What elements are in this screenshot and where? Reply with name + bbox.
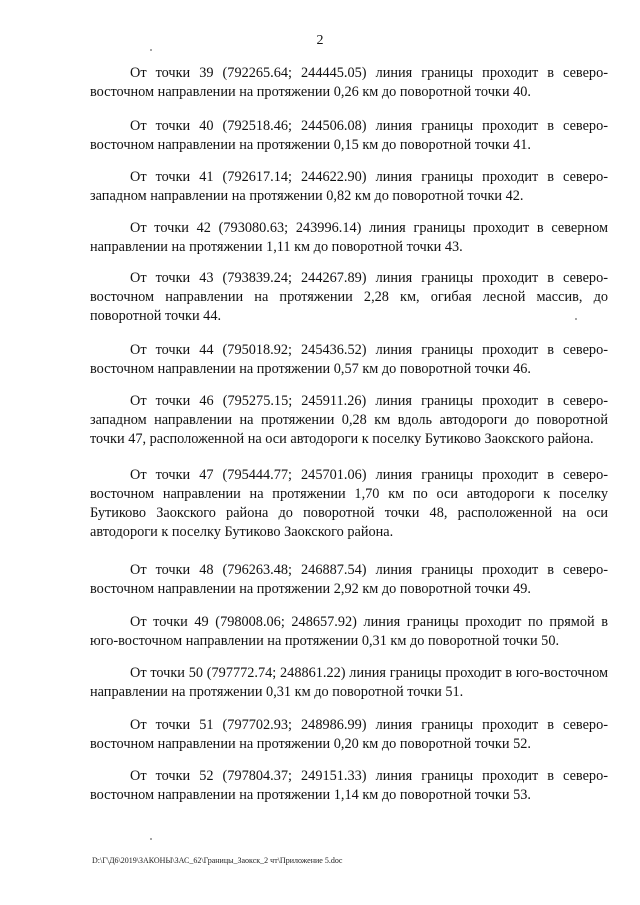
paragraph-point-50: От точки 50 (797772.74; 248861.22) линия границы проходит в юго-восточном направлении на протяжении 0,31 км до поворотной точки 51. [90, 665, 608, 700]
paragraph-point-49: От точки 49 (798008.06; 248657.92) линия границы проходит по прямой в юго-восточном направлении на протяжении 0,31 км до поворотной точки 50. [90, 614, 608, 649]
paragraph-point-44: От точки 44 (795018.92; 245436.52) линия границы проходит в северо-восточном направлении на протяжении 0,57 км до поворотной точки 46. [90, 342, 608, 377]
footer-file-path: D:\Г\Д6\2019\ЗАКОНЫ\ЗАС_62\Границы_Заокск_2 чт\Приложение 5.doc [92, 856, 343, 865]
paragraph-point-43: От точки 43 (793839.24; 244267.89) линия границы проходит в северо-восточном направлении на протяжении 2,28 км, огибая лесной массив, до поворотной точки 44. [90, 270, 608, 324]
paragraph-point-42: От точки 42 (793080.63; 243996.14) линия границы проходит в северном направлении на протяжении 1,11 км до поворотной точки 43. [90, 220, 608, 255]
scan-speck [575, 318, 577, 320]
paragraph-point-47: От точки 47 (795444.77; 245701.06) линия границы проходит в северо-восточном направлении на протяжении 1,70 км по оси автодороги к поселку Бутиково Заокского района до поворотной точки 48, расположенной на оси автодороги к поселку Бутиково Заокского района. [90, 467, 608, 540]
paragraph-point-46: От точки 46 (795275.15; 245911.26) линия границы проходит в северо-западном направлении на протяжении 0,28 км вдоль автодороги до поворотной точки 47, расположенной на оси автодороги к поселку Бутиково Заокского района. [90, 393, 608, 447]
paragraph-point-39: От точки 39 (792265.64; 244445.05) линия границы проходит в северо-восточном направлении на протяжении 0,26 км до поворотной точки 40. [90, 65, 608, 100]
paragraph-point-48: От точки 48 (796263.48; 246887.54) линия границы проходит в северо-восточном направлении на протяжении 2,92 км до поворотной точки 49. [90, 562, 608, 597]
page-number: 2 [316, 33, 324, 48]
scan-speck [150, 49, 152, 51]
paragraph-point-40: От точки 40 (792518.46; 244506.08) линия границы проходит в северо-восточном направлении на протяжении 0,15 км до поворотной точки 41. [90, 118, 608, 153]
scan-speck [150, 838, 152, 840]
paragraph-point-51: От точки 51 (797702.93; 248986.99) линия границы проходит в северо-восточном направлении на протяжении 0,20 км до поворотной точки 52. [90, 717, 608, 752]
paragraph-point-52: От точки 52 (797804.37; 249151.33) линия границы проходит в северо-восточном направлении на протяжении 1,14 км до поворотной точки 53. [90, 768, 608, 803]
paragraph-point-41: От точки 41 (792617.14; 244622.90) линия границы проходит в северо-западном направлении на протяжении 0,82 км до поворотной точки 42. [90, 169, 608, 204]
